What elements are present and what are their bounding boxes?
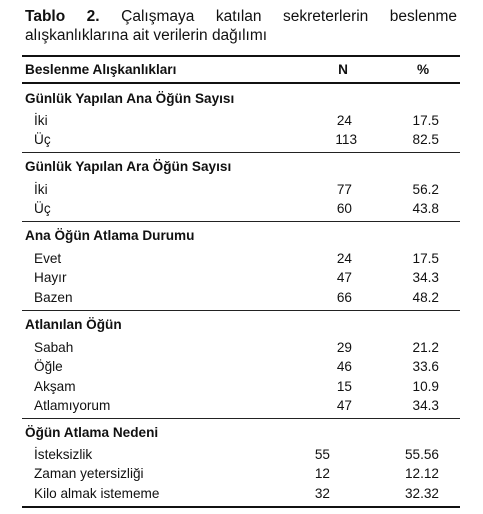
row-n: 60 [336, 201, 352, 216]
row-n: 32 [314, 486, 330, 501]
row-percent: 17.5 [412, 113, 439, 128]
row-label: Zaman yetersizliği [34, 466, 144, 481]
row-label: İki [34, 182, 48, 197]
row-n: 15 [336, 379, 352, 394]
row-percent: 12.12 [404, 466, 439, 481]
section-title: Günlük Yapılan Ana Öğün Sayısı [25, 91, 235, 106]
row-percent: 34.3 [412, 270, 439, 285]
row-percent: 10.9 [412, 379, 439, 394]
row-label: Sabah [34, 340, 74, 355]
row-n: 66 [336, 290, 352, 305]
header-percent: % [416, 62, 430, 77]
row-label: İki [34, 113, 48, 128]
row-n: 29 [336, 340, 352, 355]
header-n: N [338, 62, 348, 77]
row-percent: 21.2 [412, 340, 439, 355]
header-category: Beslenme Alışkanlıkları [25, 62, 177, 77]
row-n: 55 [314, 447, 330, 462]
row-n: 46 [336, 359, 352, 374]
row-percent: 48.2 [412, 290, 439, 305]
row-label: Akşam [34, 379, 76, 394]
row-percent: 34.3 [412, 398, 439, 413]
row-percent: 82.5 [412, 132, 439, 147]
row-label: Kilo almak istememe [34, 486, 160, 501]
row-label: Evet [34, 251, 62, 266]
row-n: 47 [336, 398, 352, 413]
row-percent: 32.32 [404, 486, 439, 501]
caption-label: Tablo 2. [25, 8, 100, 25]
row-percent: 17.5 [412, 251, 439, 266]
row-label: Üç [34, 201, 51, 216]
row-percent: 43.8 [412, 201, 439, 216]
row-percent: 55.56 [404, 447, 439, 462]
section-rule [22, 310, 460, 311]
section-title: Ana Öğün Atlama Durumu [25, 228, 195, 243]
caption-text: Çalışmaya katılan sekreterlerin beslenme alışkanlıklarına ait verilerin dağılımı [25, 8, 457, 44]
section-title: Günlük Yapılan Ara Öğün Sayısı [25, 159, 232, 174]
row-n: 12 [314, 466, 330, 481]
row-label: İsteksizlik [34, 447, 93, 462]
bottom-rule [22, 506, 460, 508]
row-label: Bazen [34, 290, 73, 305]
row-label: Hayır [34, 270, 67, 285]
row-n: 113 [335, 132, 357, 147]
row-n: 47 [336, 270, 352, 285]
row-label: Atlamıyorum [34, 398, 111, 413]
row-percent: 56.2 [412, 182, 439, 197]
row-n: 24 [336, 251, 352, 266]
table-caption [25, 7, 457, 45]
row-label: Öğle [34, 359, 63, 374]
row-label: Üç [34, 132, 51, 147]
section-title: Atlanılan Öğün [25, 317, 122, 332]
section-rule [22, 152, 460, 153]
section-title: Öğün Atlama Nedeni [25, 425, 159, 440]
row-n: 24 [336, 113, 352, 128]
row-n: 77 [336, 182, 352, 197]
section-rule [22, 221, 460, 222]
row-percent: 33.6 [412, 359, 439, 374]
top-rule [22, 55, 460, 57]
header-rule [22, 82, 460, 84]
section-rule [22, 418, 460, 419]
